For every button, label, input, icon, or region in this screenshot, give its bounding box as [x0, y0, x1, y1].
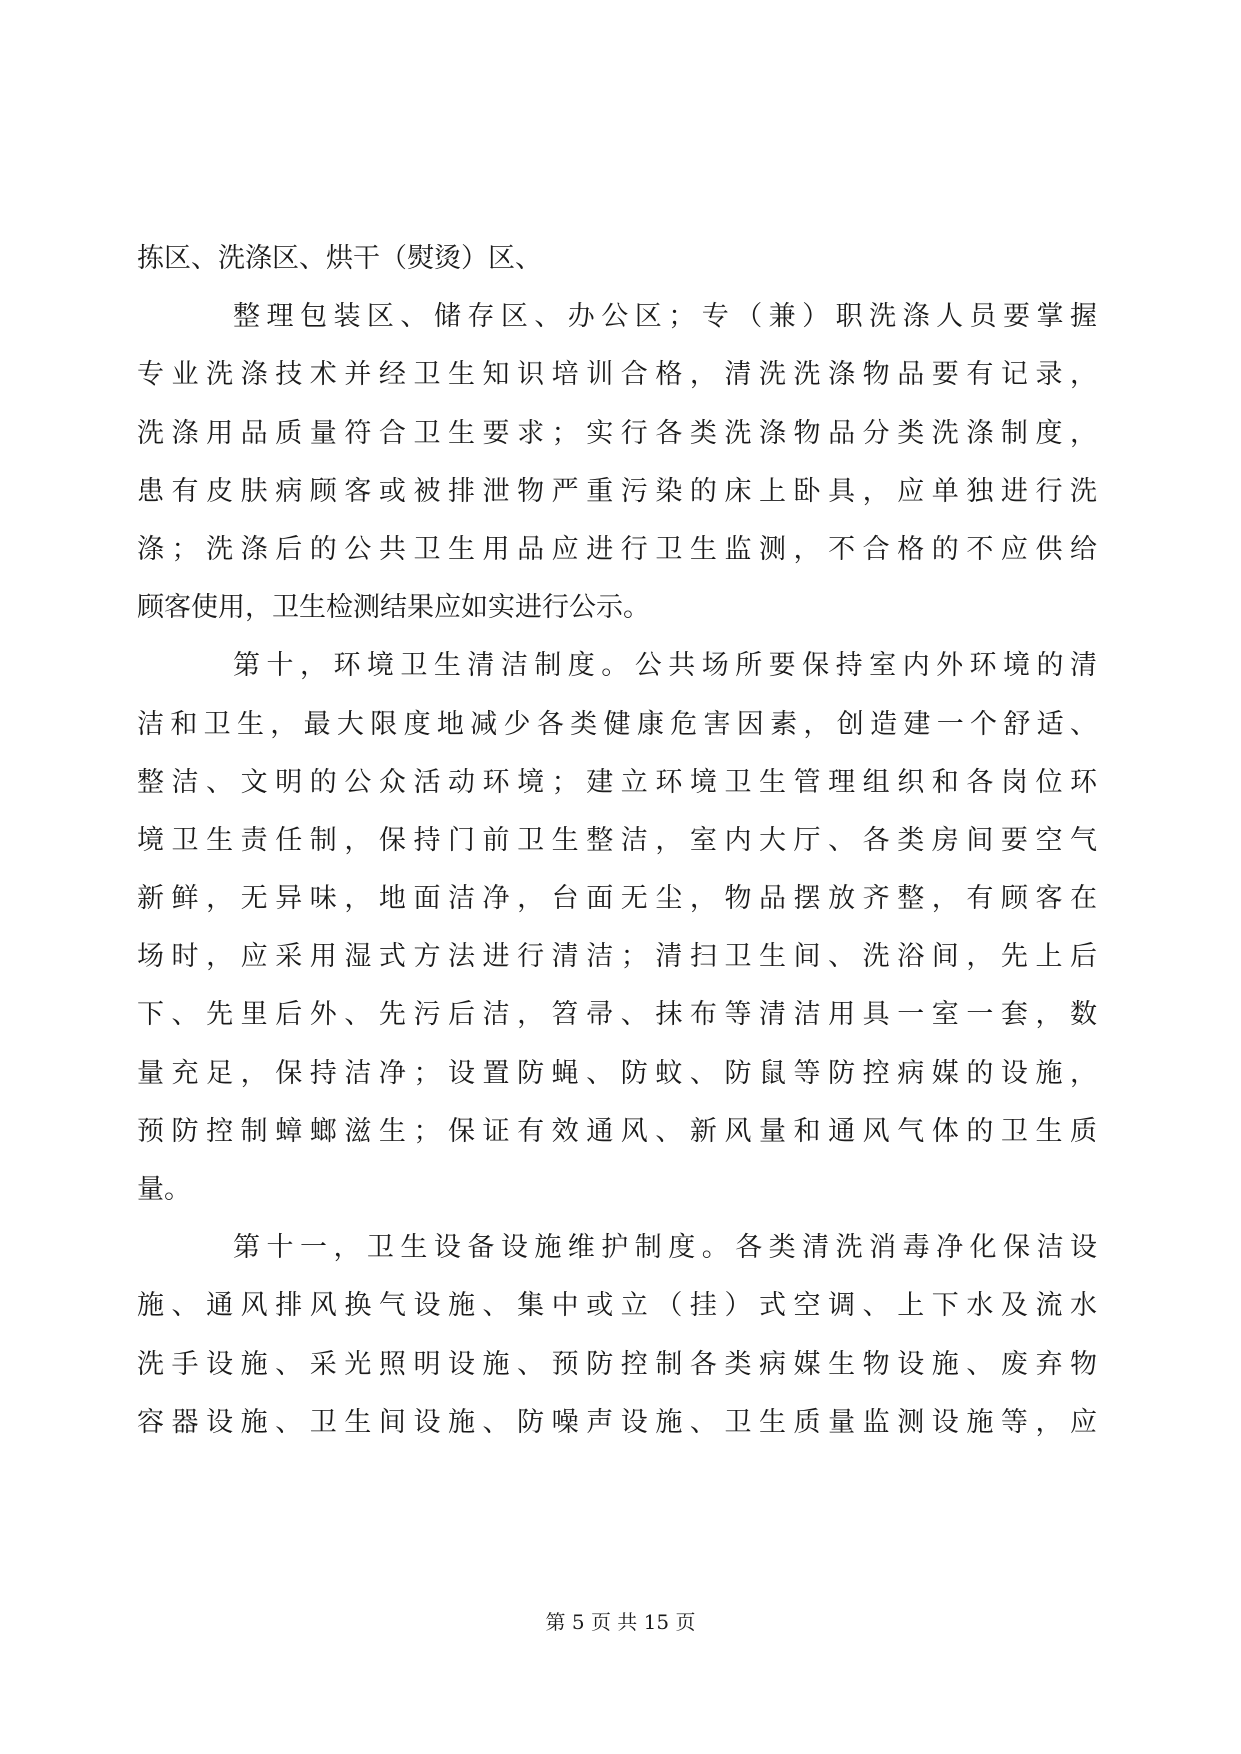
text-line: 洁和卫生，最大限度地减少各类健康危害因素，创造建一个舒适、 [137, 708, 1097, 740]
text-line: 场时，应采用湿式方法进行清洁；清扫卫生间、洗浴间，先上后 [137, 941, 1097, 973]
text-line: 下、先里后外、先污后洁，笤帚、抹布等清洁用具一室一套，数 [137, 999, 1097, 1031]
text-line: 患有皮肤病顾客或被排泄物严重污染的床上卧具，应单独进行洗 [137, 475, 1097, 507]
text-line: 容器设施、卫生间设施、防噪声设施、卫生质量监测设施等，应 [137, 1406, 1097, 1438]
text-line: 整洁、文明的公众活动环境；建立环境卫生管理组织和各岗位环 [137, 766, 1097, 798]
text-line: 涤；洗涤后的公共卫生用品应进行卫生监测，不合格的不应供给 [137, 533, 1097, 565]
text-line: 预防控制蟑螂滋生；保证有效通风、新风量和通风气体的卫生质 [137, 1115, 1097, 1147]
text-line: 境卫生责任制，保持门前卫生整洁，室内大厅、各类房间要空气 [137, 824, 1097, 856]
text-line: 顾客使用，卫生检测结果应如实进行公示。 [137, 592, 650, 624]
text-line: 量。 [137, 1174, 191, 1205]
text-line: 第十一，卫生设备设施维护制度。各类清洗消毒净化保洁设 [233, 1232, 1097, 1264]
text-line: 洗涤用品质量符合卫生要求；实行各类洗涤物品分类洗涤制度， [137, 417, 1097, 449]
text-line: 专业洗涤技术并经卫生知识培训合格，清洗洗涤物品要有记录， [137, 359, 1097, 391]
page-footer [0, 1608, 1241, 1636]
text-line: 拣区、洗涤区、烘干（熨烫）区、 [137, 243, 542, 274]
text-line: 施、通风排风换气设施、集中或立（挂）式空调、上下水及流水 [137, 1290, 1097, 1322]
document-body [137, 230, 1097, 1452]
text-line: 第十，环境卫生清洁制度。公共场所要保持室内外环境的清 [233, 650, 1097, 682]
text-line: 整理包装区、储存区、办公区；专（兼）职洗涤人员要掌握 [233, 301, 1097, 333]
text-line: 新鲜，无异味，地面洁净，台面无尘，物品摆放齐整，有顾客在 [137, 883, 1097, 915]
text-line: 洗手设施、采光照明设施、预防控制各类病媒生物设施、废弃物 [137, 1348, 1097, 1380]
text-line: 量充足，保持洁净；设置防蝇、防蚊、防鼠等防控病媒的设施， [137, 1057, 1097, 1089]
page-number-label: 第 5 页 共 15 页 [545, 1610, 696, 1634]
